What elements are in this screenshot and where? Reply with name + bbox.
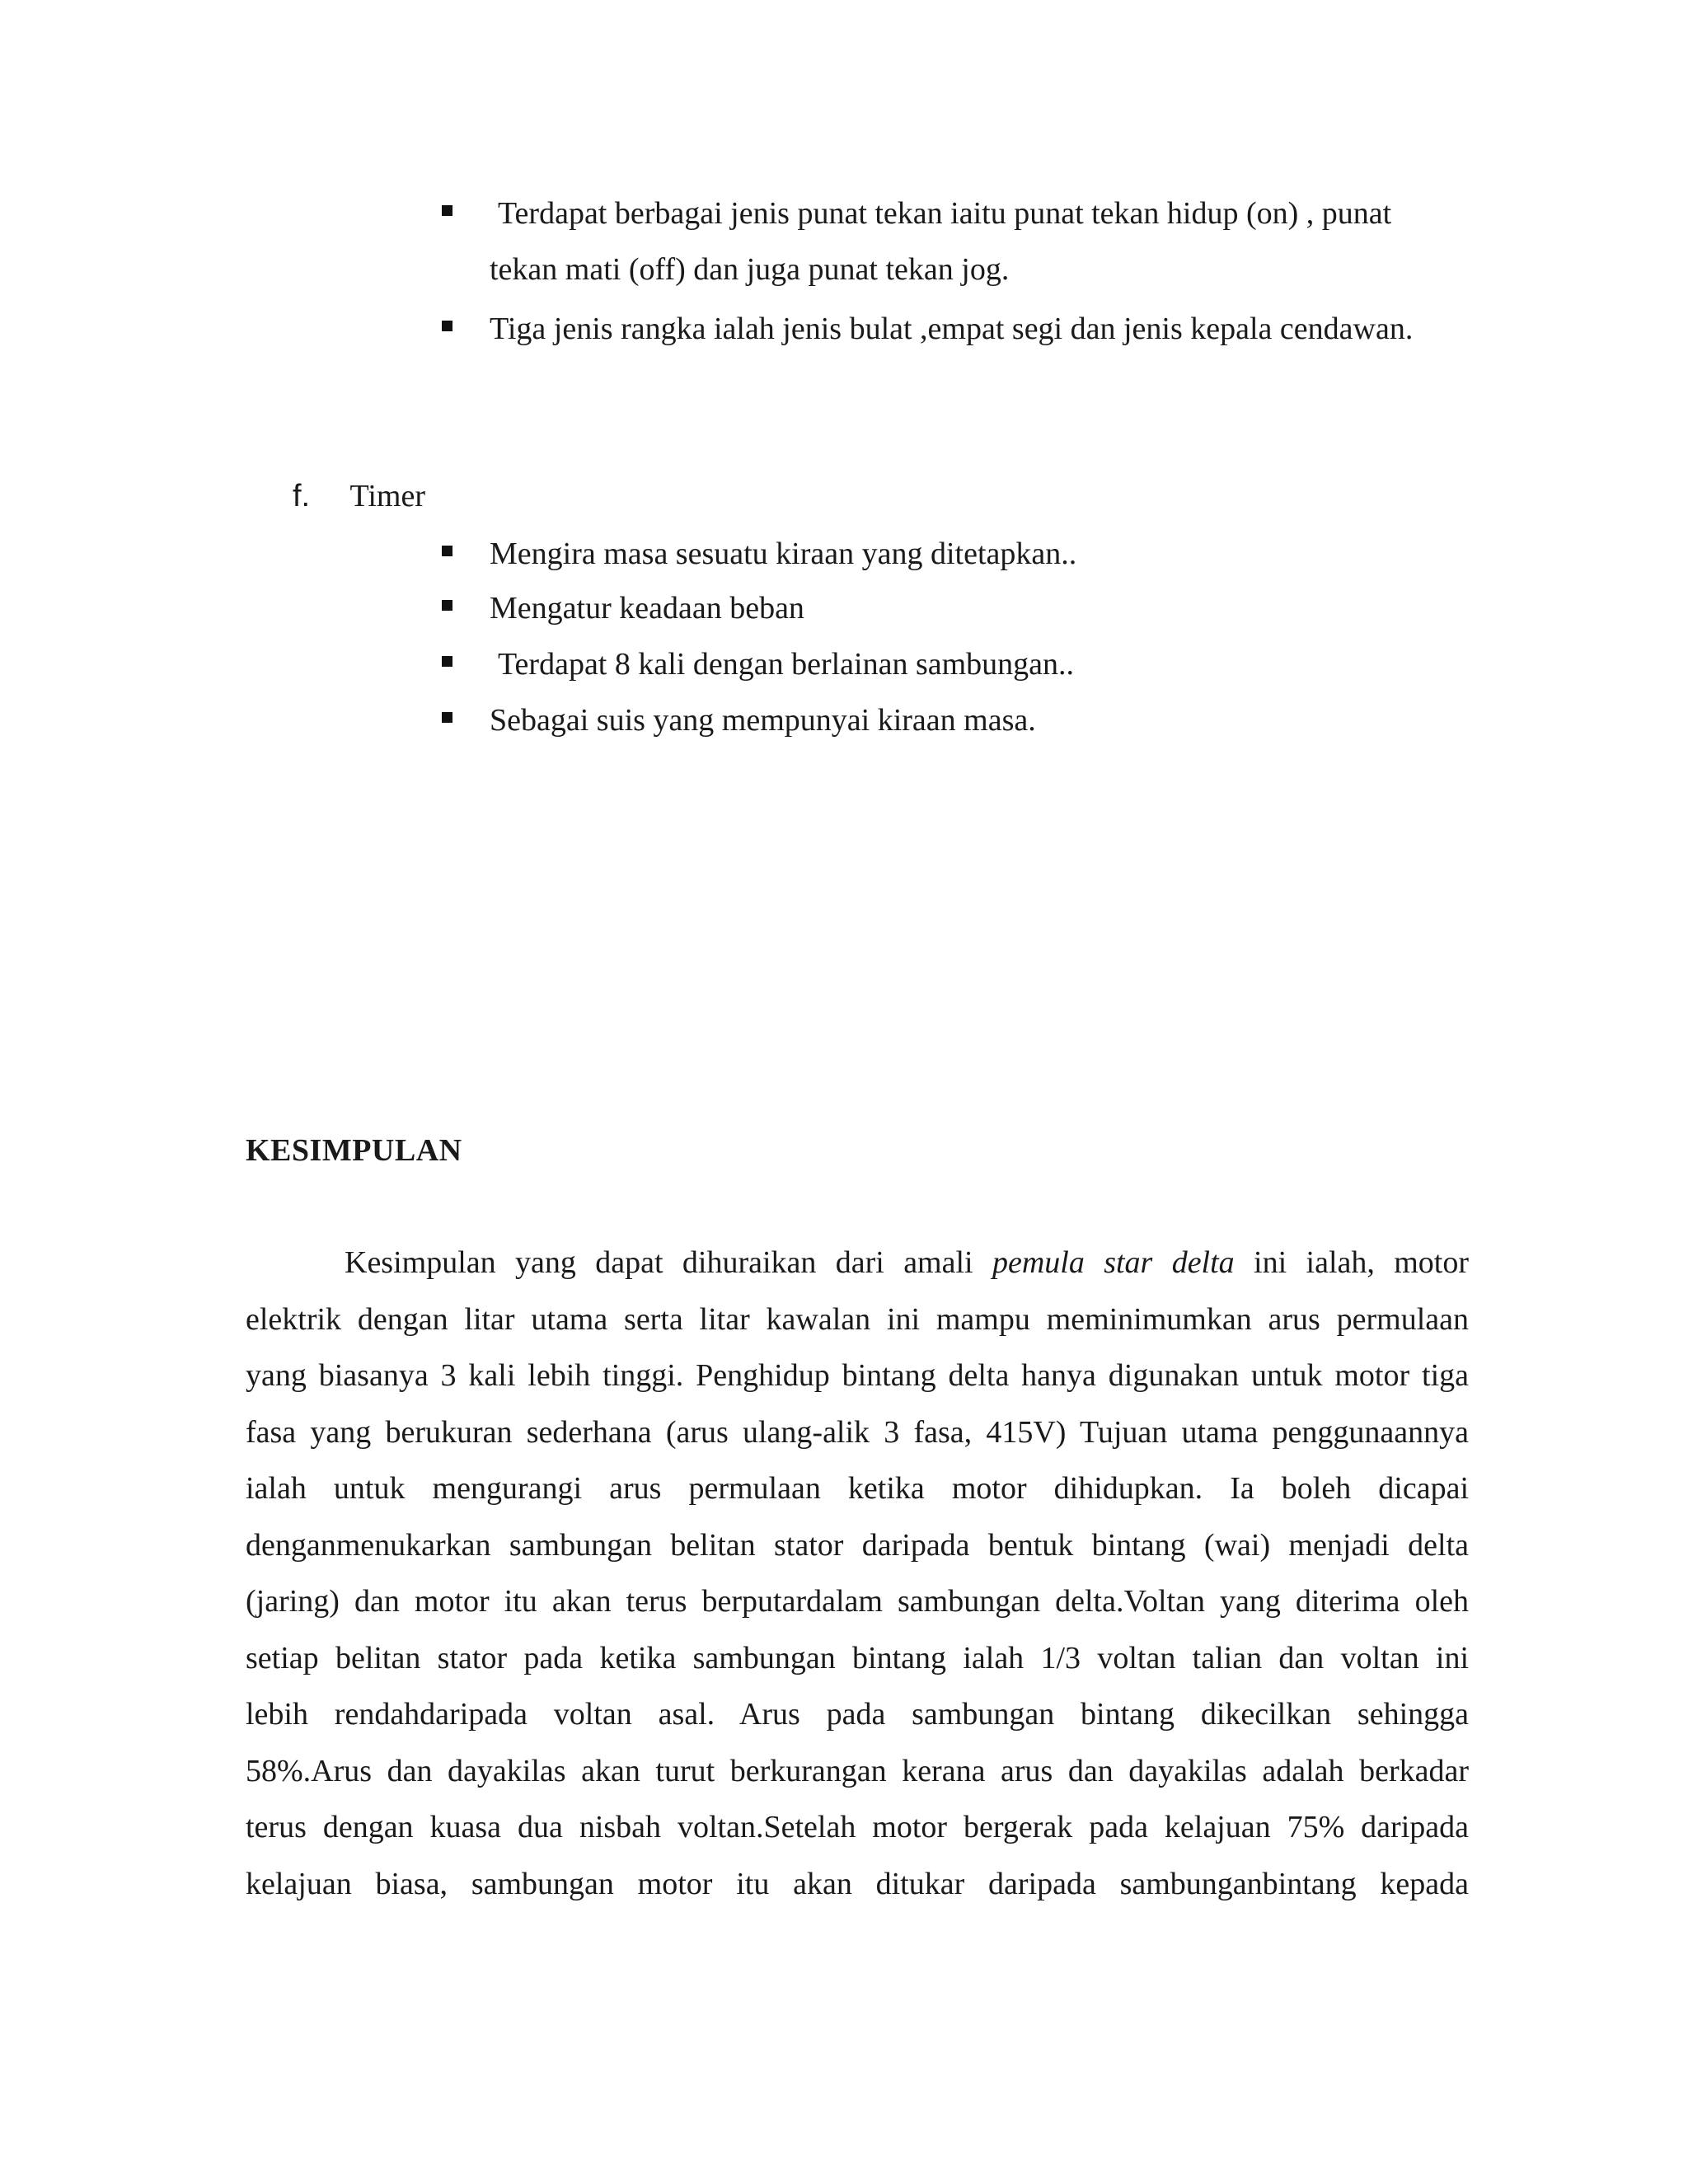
paragraph-line: yang biasanya 3 kali lebih tinggi. Penghidup bintang delta hanya digunakan untuk motor tiga — [246, 1358, 1469, 1393]
conclusion-heading: KESIMPULAN — [246, 1133, 462, 1168]
paragraph-line: elektrik dengan litar utama serta litar kawalan ini mampu meminimumkan arus permulaan — [246, 1301, 1469, 1337]
paragraph-line: ialah untuk mengurangi arus permulaan ketika motor dihidupkan. Ia boleh dicapai — [246, 1471, 1469, 1506]
list-item-text: Terdapat berbagai jenis punat tekan iaitu punat tekan hidup (on) , punat — [498, 196, 1392, 231]
paragraph-line: setiap belitan stator pada ketika sambungan bintang ialah 1/3 voltan talian dan voltan ini — [246, 1640, 1469, 1675]
square-bullet-icon — [442, 205, 452, 216]
section-number: f. — [293, 479, 311, 513]
list-item-text: Mengatur keadaan beban — [490, 591, 804, 626]
list-item-text: Sebagai suis yang mempunyai kiraan masa. — [490, 703, 1036, 738]
paragraph-line: fasa yang berukuran sederhana (arus ulang-alik 3 fasa, 415V) Tujuan utama penggunaannya — [246, 1414, 1469, 1450]
list-item — [490, 636, 1479, 692]
conclusion-paragraph — [246, 1235, 1469, 1912]
list-item-text: Mengira masa sesuatu kiraan yang ditetapkan.. — [490, 537, 1077, 571]
list-item — [490, 301, 1479, 357]
square-bullet-icon — [442, 656, 452, 667]
list-item-text: Tiga jenis rangka ialah jenis bulat ,empat segi dan jenis kepala cendawan. — [490, 312, 1414, 346]
emphasis-text: pemula star delta — [992, 1245, 1235, 1280]
square-bullet-icon — [442, 600, 452, 611]
list-item — [490, 692, 1479, 748]
section-heading — [293, 471, 425, 521]
paragraph-line: 58%.Arus dan dayakilas akan turut berkurangan kerana arus dan dayakilas adalah berkadar — [246, 1753, 1469, 1788]
paragraph-text: Kesimpulan yang dapat dihuraikan dari amali — [345, 1245, 992, 1280]
paragraph-line: denganmenukarkan sambungan belitan stator daripada bentuk bintang (wai) menjadi delta — [246, 1527, 1469, 1563]
square-bullet-icon — [442, 712, 452, 723]
paragraph-line: terus dengan kuasa dua nisbah voltan.Setelah motor bergerak pada kelajuan 75% daripada — [246, 1810, 1469, 1844]
paragraph-line: (jaring) dan motor itu akan terus berputardalam sambungan delta.Voltan yang diterima oleh — [246, 1584, 1469, 1619]
paragraph-text: ini ialah, motor — [1234, 1245, 1470, 1280]
section-title: Timer — [349, 479, 426, 513]
paragraph-line: kelajuan biasa, sambungan motor itu akan ditukar daripada sambunganbintang kepada — [246, 1866, 1469, 1901]
list-item-text: tekan mati (off) dan juga punat tekan jog. — [490, 252, 1010, 287]
square-bullet-icon — [442, 546, 452, 556]
list-item — [490, 580, 1479, 636]
list-item — [490, 185, 1479, 298]
paragraph-line: lebih rendahdaripada voltan asal. Arus pada sambungan bintang dikecilkan sehingga — [246, 1697, 1469, 1732]
paragraph-line — [246, 1235, 1469, 1291]
list-item-text: Terdapat 8 kali dengan berlainan sambungan.. — [498, 647, 1075, 682]
list-item — [490, 526, 1479, 582]
square-bullet-icon — [442, 321, 452, 331]
